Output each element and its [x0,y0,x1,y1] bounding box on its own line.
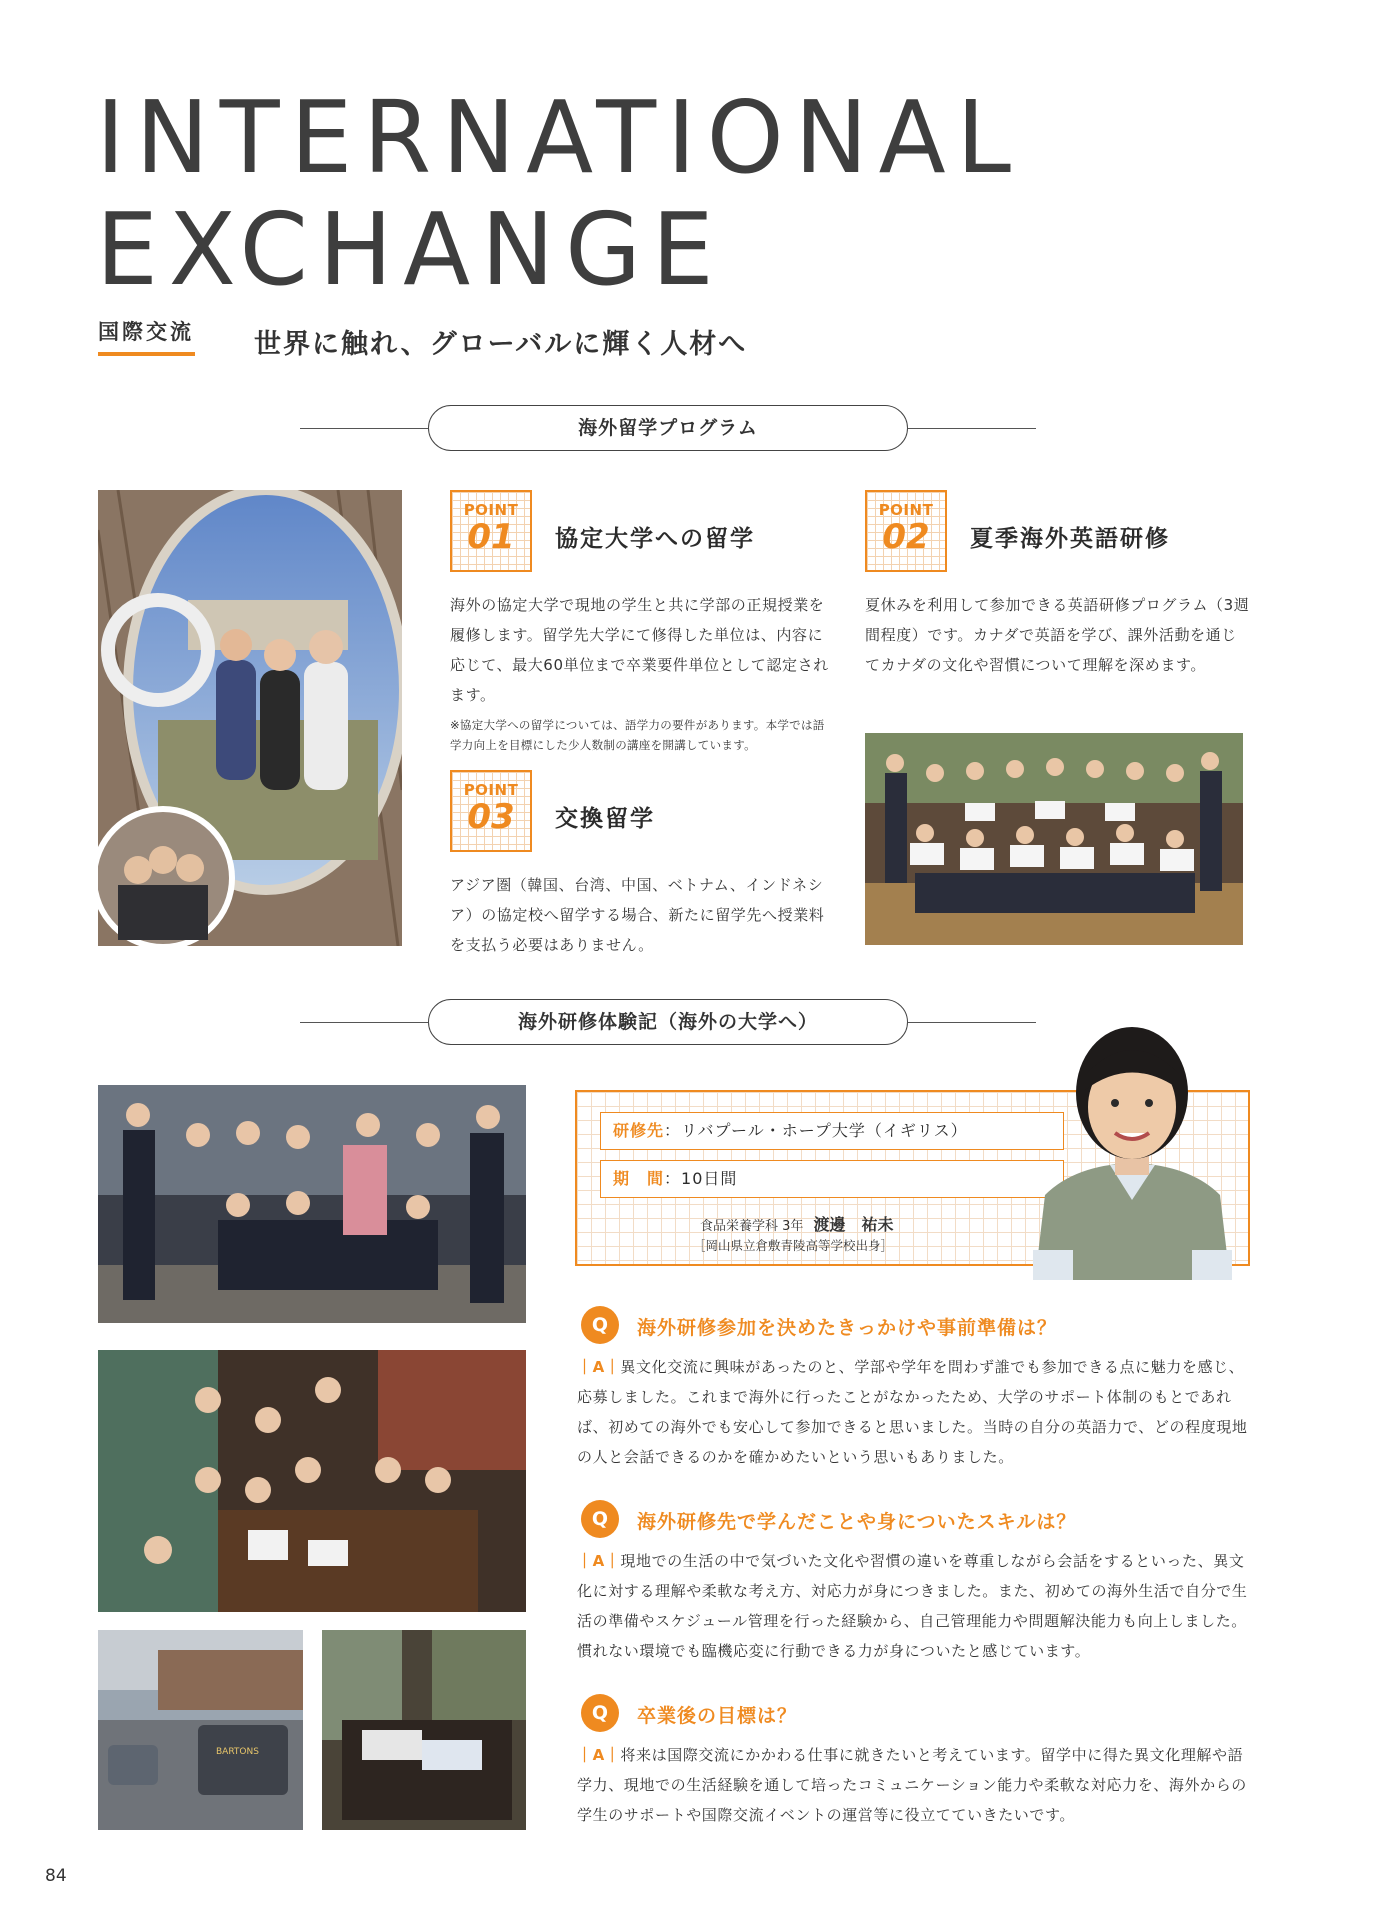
page-title [96,79,1022,308]
point-label: POINT [878,501,934,519]
page-subtitle: 世界に触れ、グローバルに輝く人材へ [254,329,748,360]
section-heading-overseas: 海外留学プログラム [428,405,908,451]
answer-3 [577,1740,1253,1830]
period-value: ：10日間 [664,1169,738,1188]
restaurant-photo [98,1350,526,1612]
student-info [700,1212,894,1235]
answer-1 [577,1352,1253,1472]
point-03-body: アジア圏（韓国、台湾、中国、ベトナム、インドネシア）の協定校へ留学する場合、新たに留学先へ授業料を支払う必要はありません。 [450,876,825,954]
point-02-badge [865,490,947,572]
point-01-title: 協定大学への留学 [555,526,755,552]
category-label: 国際交流 [98,320,194,344]
title-line-2: EXCHANGE [96,191,725,308]
answer-2-text: 現地での生活の中で気づいた文化や習慣の違いを尊重しながら会話をするといった、異文化に対する理解や柔軟な考え方、対応力が身につきました。また、初めての海外生活で自分で生活の準備やスケジュール管理を行った経験から、自己管理能力や問題解決能力も向上しました。慣れない環境でも臨機応変に行動できる力が身についたと感じています。 [577,1552,1248,1660]
category-underline [98,352,195,356]
point-number: 01 [467,517,515,557]
answer-mark: ｜A｜ [577,1552,621,1570]
destination-label: 研修先 [613,1121,665,1140]
point-01-badge [450,490,532,572]
destination-row [600,1112,1064,1150]
period-row [600,1160,1064,1198]
street-photo [98,1630,303,1830]
section2-divider-left [300,1022,428,1023]
title-line-1: INTERNATIONAL [96,79,1022,196]
question-2: 海外研修先で学んだことや身についたスキルは？ [637,1511,1077,1533]
answer-2 [577,1546,1253,1666]
point-label: POINT [463,781,519,799]
answer-3-text: 将来は国際交流にかかわる仕事に就きたいと考えています。留学中に得た異文化理解や語学力、現地での生活経験を通して培ったコミュニケーション能力や柔軟な対応力を、海外からの学生のサポートや国際交流イベントの運営等に役立てていきたいです。 [577,1746,1247,1824]
student-department: 食品栄養学科 3年 [700,1219,804,1234]
point-number: 03 [467,797,515,837]
liverpool-group-photo [98,1085,526,1323]
point-02-title: 夏季海外英語研修 [970,526,1170,552]
destination-value: ：リバプール・ホープ大学（イギリス） [664,1121,968,1140]
section-divider-right [908,428,1036,429]
section-divider-left [300,428,428,429]
study-abroad-photo [98,490,402,946]
student-portrait [1015,1015,1250,1280]
english-program-group-photo [865,733,1243,945]
student-name: 渡邊 祐未 [813,1215,894,1234]
section-heading-report: 海外研修体験記（海外の大学へ） [428,999,908,1045]
question-3: 卒業後の目標は？ [637,1705,798,1727]
van-sign-text: BARTONS [216,1747,259,1757]
point-02-body: 夏休みを利用して参加できる英語研修プログラム（3週間程度）です。カナダで英語を学び、課外活動を通じてカナダの文化や習慣について理解を深めます。 [865,596,1250,674]
point-01-note: ※協定大学への留学については、語学力の要件があります。本学では語学力向上を目標にした少人数制の講座を開講しています。 [450,718,825,752]
answer-1-text: 異文化交流に興味があったのと、学部や学年を問わず誰でも参加できる点に魅力を感じ、応募しました。これまで海外に行ったことがなかったため、大学のサポート体制のもとであれば、初めての海外でも安心して参加できると思いました。当時の自分の英語力で、どの程度現地の人と会話できるのかを確かめたいという思いもありました。 [577,1358,1248,1466]
point-03-title: 交換留学 [555,806,655,832]
point-01-body: 海外の協定大学で現地の学生と共に学部の正規授業を履修します。留学先大学にて修得した単位は、内容に応じて、最大60単位まで卒業要件単位として認定されます。 [450,596,829,704]
answer-mark: ｜A｜ [577,1746,621,1764]
student-school: ［岡山県立倉敷青陵高等学校出身］ [693,1238,894,1253]
question-badge: Q [581,1306,619,1344]
point-label: POINT [463,501,519,519]
question-1: 海外研修参加を決めたきっかけや事前準備は？ [637,1317,1058,1339]
point-03-badge [450,770,532,852]
answer-mark: ｜A｜ [577,1358,621,1376]
question-badge: Q [581,1500,619,1538]
period-label: 期 間 [613,1169,665,1188]
point-number: 02 [882,517,930,557]
page-number: 84 [45,1866,67,1886]
question-badge: Q [581,1694,619,1732]
table-photo [322,1630,526,1830]
